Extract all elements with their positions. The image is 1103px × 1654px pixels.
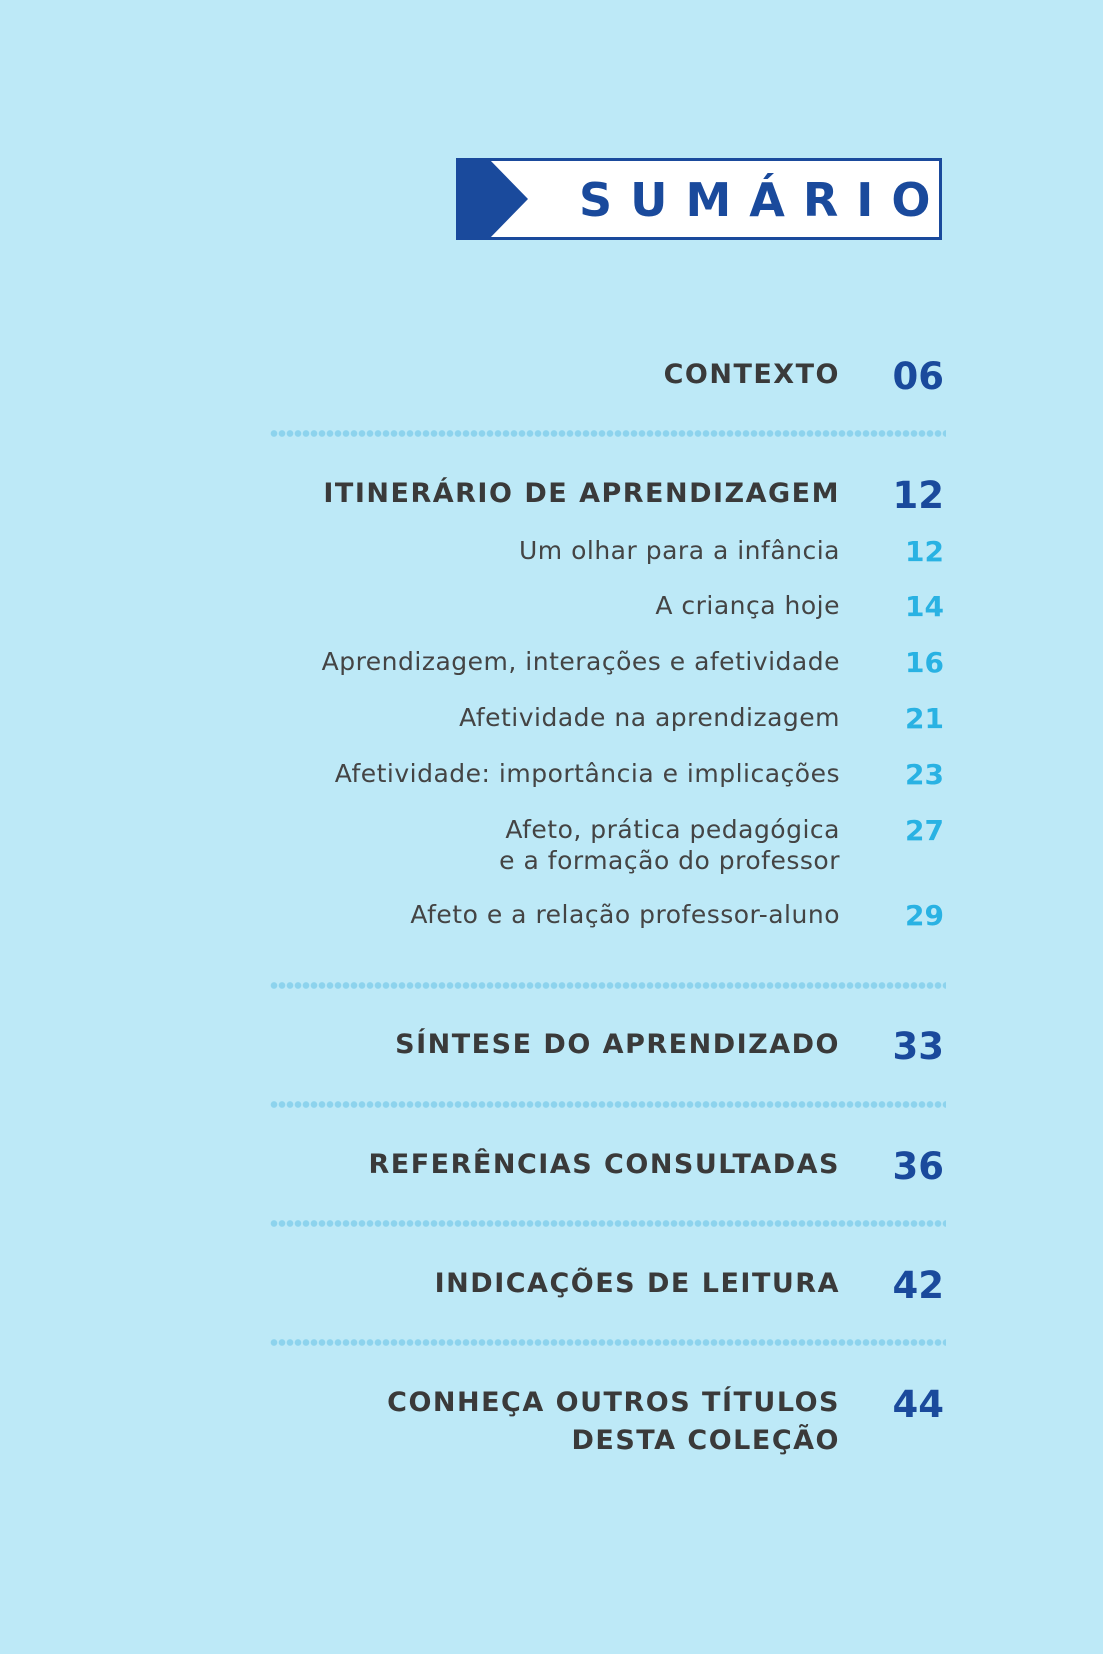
toc-sublabel: Afeto, prática pedagógica [505,815,840,844]
toc-sublabel: A criança hoje [655,591,840,620]
toc-sublabel: e a formação do professor [499,846,840,875]
dotted-divider [270,1101,946,1108]
toc-subpage-number: 21 [905,702,944,735]
toc-subpage-number: 23 [905,758,944,791]
toc-subpage-number: 12 [905,535,944,568]
toc-subpage-number: 16 [905,646,944,679]
dotted-divider [270,982,946,989]
summary-title-box [456,158,949,240]
toc-subpage-number: 14 [905,590,944,623]
toc-page-number: 06 [892,355,944,398]
toc-label: INDICAÇÕES DE LEITURA [434,1268,840,1299]
toc-label: ITINERÁRIO DE APRENDIZAGEM [323,478,840,509]
dotted-divider [270,430,946,437]
toc-sublabel: Afetividade na aprendizagem [459,703,840,732]
dotted-divider [270,1339,946,1346]
page-title: SUMÁRIO [579,173,949,227]
toc-sublabel: Um olhar para a infância [519,536,840,565]
toc-page-number: 36 [892,1145,944,1188]
toc-subpage-number: 27 [905,814,944,847]
toc-page-number: 12 [892,474,944,517]
toc-label: DESTA COLEÇÃO [571,1425,840,1456]
toc-label: SÍNTESE DO APRENDIZADO [395,1029,840,1060]
toc-subpage-number: 29 [905,899,944,932]
toc-sublabel: Aprendizagem, interações e afetividade [321,647,840,676]
toc-page-number: 33 [892,1025,944,1068]
toc-page-number: 44 [892,1383,944,1426]
dotted-divider [270,1220,946,1227]
toc-sublabel: Afetividade: importância e implicações [334,759,840,788]
toc-label: CONHEÇA OUTROS TÍTULOS [387,1387,840,1418]
toc-label: CONTEXTO [663,359,840,390]
toc-page-number: 42 [892,1264,944,1307]
toc-label: REFERÊNCIAS CONSULTADAS [368,1149,840,1180]
toc-sublabel: Afeto e a relação professor-aluno [410,900,840,929]
chevron-right-icon [456,158,528,240]
